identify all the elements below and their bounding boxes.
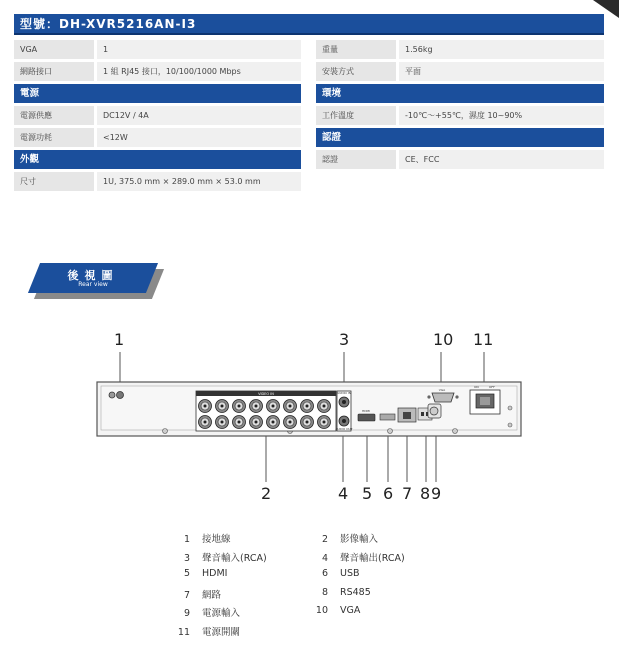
audio-out-label: AUDIO OUT [335,427,353,431]
legend-label: 電源輸入 [202,608,241,620]
spec-value: 1 組 RJ45 接口，10/100/1000 Mbps [97,62,301,81]
spec-key: 工作溫度 [316,106,396,125]
rear-view-title: 後視圖 [67,269,119,282]
spec-section-header: 電源 [14,84,301,103]
legend-item [170,550,267,564]
legend-label: 網路 [202,589,222,601]
audio-in-label: AUDIO IN [337,391,351,395]
spec-section-header: 環境 [316,84,604,103]
legend-item [170,605,240,619]
spec-value: 1.56kg [399,40,604,59]
callout-1: 1 [114,330,125,349]
legend-item [308,605,360,616]
spec-value: 1U, 375.0 mm × 289.0 mm × 53.0 mm [97,172,301,191]
rear-panel-diagram [0,320,619,510]
legend-number: 4 [321,552,328,564]
legend-number: 2 [321,534,328,545]
spec-key: 安裝方式 [316,62,396,81]
hdmi-label: HDMI [361,409,371,413]
callout-3: 3 [339,330,350,349]
spec-value: DC12V / 4A [97,106,301,125]
legend-number: 1 [183,534,190,545]
spec-row [14,62,301,81]
spec-key: 電源供應 [14,106,94,125]
legend-label: 聲音輸入(RCA) [202,552,267,564]
spec-key: 重量 [316,40,396,59]
spec-key: 尺寸 [14,172,94,191]
legend-label: HDMI [202,568,228,580]
callout-8: 8 [420,484,431,503]
callout-10: 10 [433,330,454,349]
legend-label: USB [340,568,360,580]
rear-panel-drawing [0,320,619,510]
legend-item [308,531,378,545]
legend-label: RS485 [340,586,371,598]
spec-section-header: 認證 [316,128,604,147]
legend-number: 9 [183,608,190,620]
rear-view-banner [34,263,154,297]
legend-label: VGA [340,605,361,617]
spec-row [316,150,604,169]
spec-key: 電源功耗 [14,128,94,147]
video-in-label: VIDEO IN [258,392,274,396]
callout-4: 4 [338,484,349,503]
spec-value: 1 [97,40,301,59]
rear-view-subtitle: Rear view [78,281,108,288]
spec-value: <12W [97,128,301,147]
callout-2: 2 [261,484,272,503]
spec-value: CE、FCC [399,150,604,169]
legend-label: 影像輸入 [340,534,379,545]
spec-row [14,128,301,147]
switch-off-label: OFF [489,385,495,389]
spec-table-right [316,40,604,172]
spec-row [316,40,604,59]
callout-5: 5 [362,484,373,503]
spec-row [14,40,301,59]
legend-number: 5 [183,568,190,580]
legend-number: 10 [315,605,328,617]
callout-6: 6 [383,484,394,503]
spec-key: 認證 [316,150,396,169]
spec-row [14,106,301,125]
spec-value: 平面 [399,62,604,81]
spec-row [316,106,604,125]
switch-on-label: ON [474,385,479,389]
legend-item [308,587,371,598]
spec-value: -10℃～+55℃，濕度 10~90% [399,106,604,125]
callout-9: 9 [431,484,442,503]
legend-item [170,624,240,638]
legend-number: 7 [183,589,190,601]
model-title: 型號：DH-XVR5216AN-I3 [14,14,604,35]
legend-label: 電源開關 [202,627,241,638]
legend-number: 6 [321,568,328,580]
legend-item [170,587,221,601]
spec-row [316,62,604,81]
legend-item [170,568,227,579]
legend-item [170,531,231,545]
legend-label: 聲音輸出(RCA) [340,552,405,564]
callout-11: 11 [473,330,494,349]
legend-number: 3 [183,552,190,564]
spec-key: 網路接口 [14,62,94,81]
spec-row [14,172,301,191]
legend-item [308,550,405,564]
spec-section-header: 外觀 [14,150,301,169]
legend-number: 8 [321,586,328,598]
spec-key: VGA [14,40,94,59]
callout-7: 7 [402,484,413,503]
vga-label: VGA [438,388,446,392]
spec-table-left [14,40,301,194]
legend-item [308,568,360,579]
legend-number: 11 [177,627,190,638]
legend-label: 接地線 [202,534,231,545]
